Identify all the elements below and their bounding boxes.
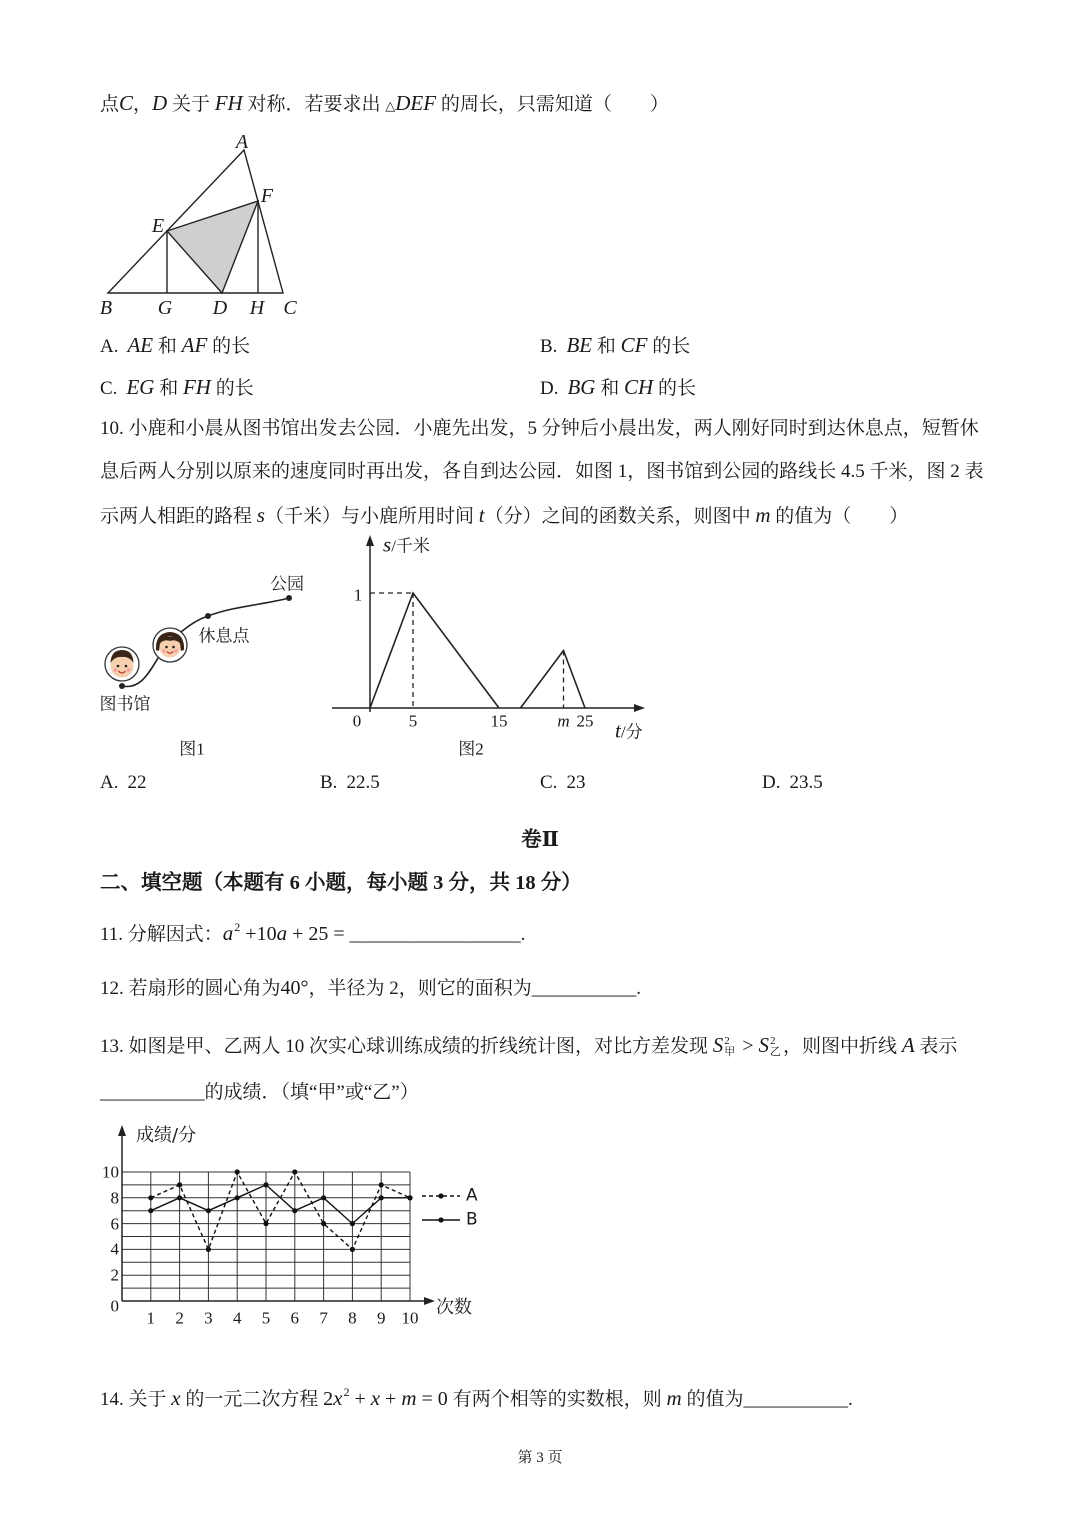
graph-segment — [370, 593, 499, 708]
text-run: 的长 — [647, 336, 691, 357]
text-run: 10. 小鹿和小晨从图书馆出发去公园．小鹿先出发，5 分钟后小晨出发，两人刚好同时到达休息点，短暂休 — [100, 418, 979, 439]
text-run: . — [520, 924, 526, 945]
text-run: ，半径为 2，则它的面积为 — [308, 978, 532, 999]
x-tick-label: 9 — [376, 1308, 386, 1328]
graph2-y-label — [383, 532, 430, 557]
math-variable: BE — [566, 333, 593, 357]
point-label-c: C — [283, 297, 297, 319]
x-tick-label: 8 — [348, 1308, 357, 1328]
text-run: 和 — [592, 336, 621, 357]
point-label-f: F — [260, 185, 274, 207]
math-text: + — [349, 1388, 371, 1410]
option-text: 22 — [127, 772, 147, 793]
park-dot — [286, 595, 292, 601]
q9-option-c[interactable] — [100, 375, 254, 401]
text-run: 11. 分解因式： — [100, 924, 223, 945]
math-text: + 25 = — [287, 923, 350, 945]
math-variable: C — [119, 91, 134, 115]
data-point-a — [263, 1221, 268, 1226]
y-tick-label: 8 — [110, 1188, 119, 1208]
chart-x-axis-label: 次数 — [436, 1297, 472, 1318]
boy-face-icon — [105, 647, 139, 681]
x-tick-label: 25 — [576, 711, 594, 731]
text-run: 的长 — [653, 378, 696, 399]
math-variable: BG — [567, 375, 596, 399]
shaded-triangle-def — [167, 201, 258, 293]
point-label-a: A — [235, 131, 249, 153]
math-text: 40° — [280, 977, 309, 999]
q9-option-a[interactable] — [100, 333, 250, 359]
x-tick-label: 2 — [175, 1308, 184, 1328]
option-label: D. — [762, 772, 781, 793]
point-label-h: H — [249, 297, 265, 319]
y-tick-label: 4 — [110, 1239, 119, 1259]
option-label: A. — [100, 336, 119, 357]
option-label: C. — [100, 378, 118, 399]
symbol: △ — [385, 98, 396, 113]
option-label: D. — [540, 378, 559, 399]
data-point-a — [321, 1221, 326, 1226]
y-tick-label: 2 — [110, 1265, 119, 1285]
math-variable: CF — [620, 333, 648, 357]
legend-marker-b — [438, 1217, 443, 1222]
math-variable: x — [171, 1386, 181, 1410]
math-variable: AE — [127, 333, 154, 357]
x-tick-label: 5 — [408, 711, 418, 731]
superscript: 2 — [724, 1034, 730, 1047]
data-point-b — [407, 1195, 412, 1200]
legend-label: A — [466, 1185, 478, 1206]
data-point-b — [292, 1208, 297, 1213]
text-run: . — [847, 1389, 853, 1410]
option-label: B. — [540, 336, 558, 357]
section-heading: 二、填空题（本题有 6 小题，每小题 3 分，共 18 分） — [100, 872, 582, 894]
graph2-x-arrow — [634, 704, 645, 712]
data-point-a — [235, 1169, 240, 1174]
subscript: 乙 — [770, 1045, 782, 1058]
graph2-y-arrow — [366, 535, 374, 546]
chart-axes — [118, 1125, 435, 1305]
data-point-a — [379, 1182, 384, 1187]
q13-line-1 — [100, 1033, 957, 1059]
text-run: 的长 — [207, 336, 251, 357]
chart-y-axis-label: 成绩/分 — [136, 1125, 197, 1146]
math-variable: EG — [126, 375, 155, 399]
text-run: __________________ — [349, 924, 521, 945]
y-tick-label: 10 — [102, 1162, 119, 1182]
text-run: 的成绩．（填“甲”或“乙”） — [204, 1082, 419, 1103]
chart-legend — [422, 1193, 460, 1222]
math-variable: t — [615, 718, 621, 743]
data-point-b — [350, 1221, 355, 1226]
q10-option-c[interactable] — [540, 771, 585, 795]
text-run: 示两人相距的路程 — [100, 506, 257, 527]
point-label-e: E — [151, 215, 165, 237]
q9-option-d[interactable] — [540, 375, 696, 401]
chart-x-arrow — [424, 1297, 435, 1305]
math-variable: s — [256, 503, 265, 527]
q14 — [100, 1386, 853, 1413]
legend-label: B — [466, 1209, 478, 1230]
text-run: 的值为（ ） — [770, 506, 909, 527]
data-point-b — [321, 1195, 326, 1200]
option-text — [127, 333, 251, 357]
superscript: 2 — [770, 1034, 776, 1047]
q11 — [100, 921, 525, 948]
math-variable: AF — [181, 333, 208, 357]
x-tick-label: 4 — [232, 1308, 242, 1328]
superscript: 2 — [234, 920, 241, 934]
math-text: = 0 — [416, 1388, 453, 1410]
x-tick-label: 6 — [290, 1308, 300, 1328]
text-run: ，则图中折线 — [783, 1036, 902, 1057]
text-run: 的周长，只需知道（ ） — [436, 94, 669, 115]
legend-marker-a — [438, 1193, 443, 1198]
math-text: 2 — [323, 1388, 334, 1410]
q13-line-2 — [100, 1081, 419, 1105]
data-point-b — [206, 1208, 211, 1213]
option-text — [126, 375, 254, 399]
math-variable: x — [370, 1386, 381, 1410]
math-variable: D — [152, 91, 168, 115]
data-point-b — [379, 1195, 384, 1200]
x-tick-label: 3 — [204, 1308, 213, 1328]
rest-point-dot — [205, 613, 211, 619]
option-text — [567, 375, 696, 399]
rest-point-label: 休息点 — [198, 626, 250, 646]
subscript: 甲 — [724, 1045, 736, 1058]
math-variable: m — [666, 1386, 682, 1410]
data-point-a — [206, 1247, 211, 1252]
text-run: 点 — [100, 94, 120, 115]
math-variable: m — [401, 1386, 417, 1410]
x-tick-label: 10 — [401, 1308, 419, 1328]
library-label: 图书馆 — [99, 694, 151, 714]
series-line-b — [151, 1185, 410, 1224]
point-label-b: B — [99, 297, 113, 319]
math-variable: x — [333, 1386, 343, 1410]
option-text: 23 — [566, 772, 586, 793]
q10-stem-line-3 — [100, 503, 908, 529]
figure1-caption: 图1 — [179, 739, 205, 759]
text-run: 12. 若扇形的圆心角为 — [100, 978, 281, 999]
math-variable: t — [478, 503, 485, 527]
y-tick-label: 6 — [110, 1214, 119, 1234]
q10-option-d[interactable] — [762, 771, 823, 795]
math-variable: CH — [624, 375, 654, 399]
text-run: ___________ — [743, 1389, 848, 1410]
option-label: C. — [540, 772, 558, 793]
text-run: 和 — [153, 336, 182, 357]
figure2-caption: 图2 — [458, 739, 484, 759]
math-text: > — [737, 1035, 759, 1057]
page-number: 第 3 页 — [517, 1450, 563, 1466]
q12 — [100, 976, 641, 1001]
x-tick-label: 7 — [319, 1308, 328, 1328]
math-variable: FH — [182, 375, 211, 399]
math-text: +10 — [240, 923, 277, 945]
text-run: 关于 — [167, 94, 215, 115]
q10-option-b[interactable] — [320, 771, 380, 795]
text-run: 息后两人分别以原来的速度同时再出发，各自到达公园．如图 1，图书馆到公园的路线长 4.5 千米，图 2 表 — [100, 461, 984, 482]
q10-stem-line-2 — [100, 460, 984, 484]
chart-y-arrow — [118, 1125, 126, 1136]
text-run: 和 — [154, 378, 183, 399]
math-text: + — [380, 1388, 402, 1410]
text-run: /分 — [620, 722, 643, 742]
text-run: 对称．若要求出 — [242, 94, 386, 115]
data-point-b — [263, 1182, 268, 1187]
data-point-a — [177, 1182, 182, 1187]
data-point-b — [148, 1208, 153, 1213]
point-label-d: D — [212, 297, 228, 319]
math-variable: A — [901, 1033, 915, 1057]
triangle-figure — [108, 150, 283, 293]
q10-option-a[interactable] — [100, 771, 146, 795]
option-label: A. — [100, 772, 119, 793]
text-run: 和 — [595, 378, 624, 399]
x-tick-label: 15 — [490, 711, 508, 731]
y-tick-label: 0 — [110, 1296, 119, 1316]
x-tick-label: 1 — [146, 1308, 156, 1328]
q9-stem — [100, 91, 669, 118]
text-run: 的长 — [210, 378, 254, 399]
math-variable: S — [758, 1033, 770, 1057]
park-label: 公园 — [270, 574, 304, 594]
data-point-a — [148, 1195, 153, 1200]
text-run: 表示 — [914, 1036, 958, 1057]
text-run: ___________ — [531, 978, 637, 999]
y-tick-label: 1 — [353, 585, 363, 605]
data-point-b — [177, 1195, 182, 1200]
option-text — [566, 333, 691, 357]
data-point-a — [292, 1169, 297, 1174]
section-title: 卷Ⅱ — [521, 829, 559, 851]
text-run: 13. 如图是甲、乙两人 10 次实心球训练成绩的折线统计图，对比方差发现 — [100, 1036, 713, 1057]
text-run: 的值为 — [681, 1389, 744, 1410]
text-run: . — [636, 978, 642, 999]
sup-sub-stack — [724, 1036, 735, 1058]
q10-stem-line-1 — [100, 417, 979, 441]
graph2-marks — [370, 593, 585, 708]
option-text: 22.5 — [346, 772, 380, 793]
option-label: B. — [320, 772, 338, 793]
text-run: ， — [133, 94, 153, 115]
point-label-g: G — [157, 297, 173, 319]
math-variable: DEF — [395, 91, 437, 115]
math-variable: FH — [214, 91, 243, 115]
data-point-b — [235, 1195, 240, 1200]
text-run: /千米 — [391, 536, 430, 556]
math-variable: m — [755, 503, 771, 527]
math-variable: a — [222, 921, 234, 945]
superscript: 2 — [343, 1385, 350, 1399]
option-text: 23.5 — [789, 772, 823, 793]
text-run: 有两个相等的实数根，则 — [452, 1389, 667, 1410]
library-dot — [119, 683, 125, 689]
data-point-a — [350, 1247, 355, 1252]
math-variable: S — [712, 1033, 724, 1057]
sup-sub-stack — [770, 1036, 781, 1058]
girl-face-icon — [153, 628, 187, 662]
q9-option-b[interactable] — [540, 333, 690, 359]
text-run: 14. 关于 — [100, 1389, 172, 1410]
text-run: 的一元二次方程 — [180, 1389, 324, 1410]
text-run: （千米）与小鹿所用时间 — [264, 506, 479, 527]
x-tick-label: m — [557, 711, 570, 731]
math-variable: a — [276, 921, 288, 945]
math-variable: s — [383, 532, 392, 557]
text-run: （分）之间的函数关系，则图中 — [484, 506, 756, 527]
graph2-x-label — [615, 718, 643, 743]
graph-segment — [521, 651, 586, 709]
text-run: ___________ — [100, 1082, 205, 1103]
x-tick-label: 5 — [261, 1308, 271, 1328]
x-tick-label: 0 — [352, 711, 362, 731]
